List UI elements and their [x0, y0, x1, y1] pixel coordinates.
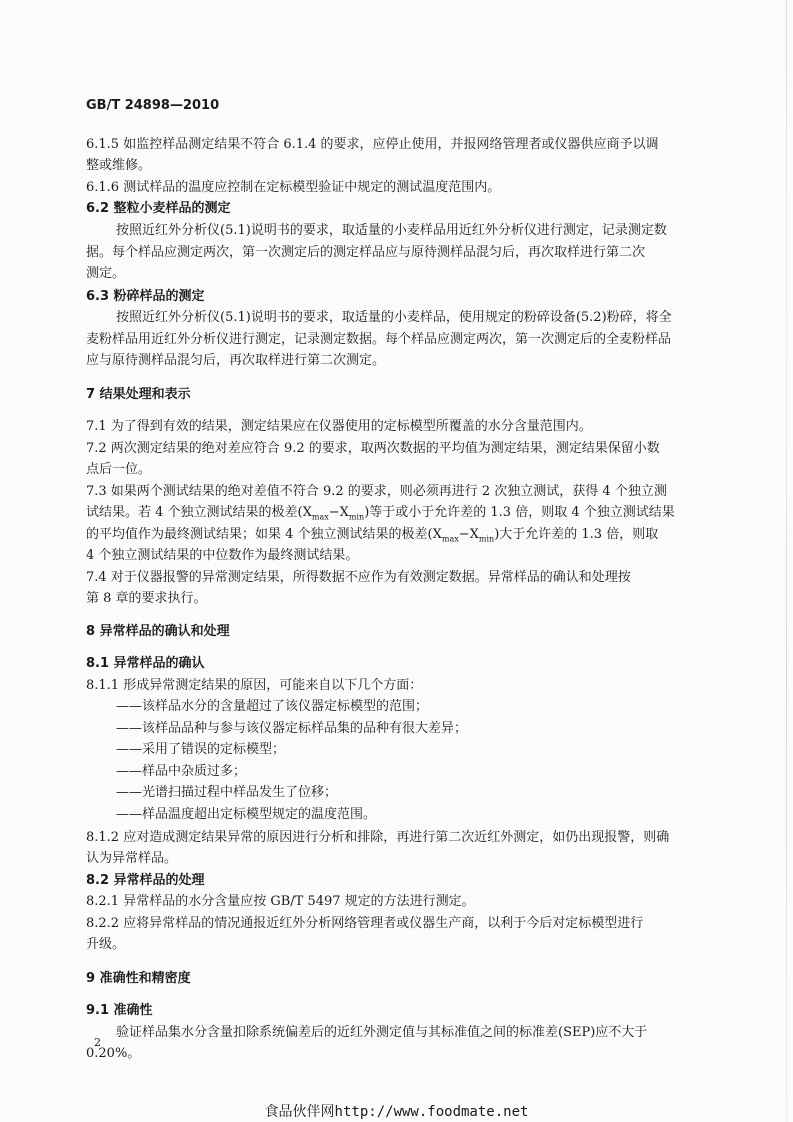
clause-7-3-cont2 — [86, 526, 658, 549]
clause-8-1-2-cont: 认为异常样品。 — [86, 851, 178, 866]
minus-x: −X — [328, 505, 349, 520]
heading-6-2: 6.2 整粒小麦样品的测定 — [86, 201, 231, 216]
clause-8-1-2: 8.1.2 应对造成测定结果异常的原因进行分析和排除，再进行第二次近红外测定，如仍出现报警，则确 — [86, 830, 670, 845]
text-run: )等于或小于允许差的 1.3 倍，则取 4 个独立测试结果 — [364, 505, 675, 520]
clause-7-1: 7.1 为了得到有效的结果，测定结果应在仪器使用的定标模型所覆盖的水分含量范围内。 — [86, 419, 592, 434]
text-run: )大于允许差的 1.3 倍，则取 — [494, 527, 659, 542]
para-6-2-line3: 测定。 — [86, 266, 126, 281]
para-6-3-line1: 按照近红外分析仪(5.1)说明书的要求，取适量的小麦样品，使用规定的粉碎设备(5.2)粉碎，将全 — [116, 310, 672, 325]
clause-7-3-cont1 — [86, 504, 675, 527]
clause-6-1-5-cont: 整或维修。 — [86, 158, 152, 173]
list-item: ——光谱扫描过程中样品发生了位移； — [116, 785, 338, 800]
clause-8-2-2: 8.2.2 应将异常样品的情况通报近红外分析网络管理者或仪器生产商，以利于今后对定标模型进行 — [86, 916, 644, 931]
para-9-1-line1: 验证样品集水分含量扣除系统偏差后的近红外测定值与其标准值之间的标准差(SEP)应不大于 — [116, 1025, 648, 1040]
clause-7-2: 7.2 两次测定结果的绝对差应符合 9.2 的要求，取两次数据的平均值为测定结果，测定结果保留小数 — [86, 441, 660, 456]
page-number: 2 — [94, 1036, 101, 1049]
subscript-min: min — [478, 534, 495, 544]
watermark-footer: 食品伙伴网http://www.foodmate.net — [264, 1104, 529, 1120]
clause-7-3: 7.3 如果两个测试结果的绝对差值不符合 9.2 的要求，则必须再进行 2 次独立测试，获得 4 个独立测 — [86, 484, 667, 499]
heading-6-3: 6.3 粉碎样品的测定 — [86, 289, 205, 304]
list-item: ——该样品水分的含量超过了该仪器定标模型的范围； — [116, 699, 429, 714]
clause-8-2-2-cont: 升级。 — [86, 937, 126, 952]
para-6-3-line2: 麦粉样品用近红外分析仪进行测定，记录测定数据。每个样品应测定两次，第一次测定后的全麦粉样品 — [86, 332, 672, 347]
heading-8-2: 8.2 异常样品的处理 — [86, 873, 205, 888]
para-9-1-line2: 0.20%。 — [86, 1046, 141, 1061]
clause-6-1-5: 6.1.5 如监控样品测定结果不符合 6.1.4 的要求，应停止使用，并报网络管理者或仪器供应商予以调 — [86, 137, 659, 152]
clause-6-1-6: 6.1.6 测试样品的温度应控制在定标模型验证中规定的测试温度范围内。 — [86, 180, 501, 195]
list-item: ——该样品品种与参与该仪器定标样品集的品种有很大差异； — [116, 721, 468, 736]
text-run: 试结果。若 4 个独立测试结果的极差(X — [86, 505, 312, 520]
subscript-max: max — [311, 512, 329, 522]
heading-9-1: 9.1 准确性 — [86, 1003, 153, 1018]
list-item: ——样品温度超出定标模型规定的温度范围。 — [116, 807, 377, 822]
clause-7-3-cont3: 4 个独立测试结果的中位数作为最终测试结果。 — [86, 548, 359, 563]
clause-7-4-cont: 第 8 章的要求执行。 — [86, 591, 207, 606]
clause-8-1-1: 8.1.1 形成异常测定结果的原因，可能来自以下几个方面： — [86, 678, 423, 693]
text-run: 的平均值作为最终测试结果；如果 4 个独立测试结果的极差(X — [86, 527, 442, 542]
heading-9: 9 准确性和精密度 — [86, 971, 191, 986]
clause-8-2-1: 8.2.1 异常样品的水分含量应按 GB/T 5497 规定的方法进行测定。 — [86, 894, 475, 909]
clause-7-4: 7.4 对于仪器报警的异常测定结果，所得数据不应作为有效测定数据。异常样品的确认和处理按 — [86, 570, 631, 585]
clause-7-2-cont: 点后一位。 — [86, 462, 152, 477]
heading-8: 8 异常样品的确认和处理 — [86, 624, 230, 639]
para-6-3-line3: 应与原待测样品混匀后，再次取样进行第二次测定。 — [86, 353, 386, 368]
para-6-2-line2: 据。每个样品应测定两次，第一次测定后的测定样品应与原待测样品混匀后，再次取样进行第二次 — [86, 245, 646, 260]
list-item: ——样品中杂质过多； — [116, 764, 247, 779]
heading-8-1: 8.1 异常样品的确认 — [86, 656, 205, 671]
page-edge — [786, 0, 787, 1122]
minus-x: −X — [458, 527, 479, 542]
para-6-2-line1: 按照近红外分析仪(5.1)说明书的要求，取适量的小麦样品用近红外分析仪进行测定，记录测定数 — [116, 223, 667, 238]
subscript-max: max — [441, 534, 459, 544]
heading-7: 7 结果处理和表示 — [86, 387, 191, 402]
standard-code: GB/T 24898—2010 — [86, 98, 220, 113]
subscript-min: min — [348, 512, 365, 522]
list-item: ——采用了错误的定标模型； — [116, 742, 286, 757]
